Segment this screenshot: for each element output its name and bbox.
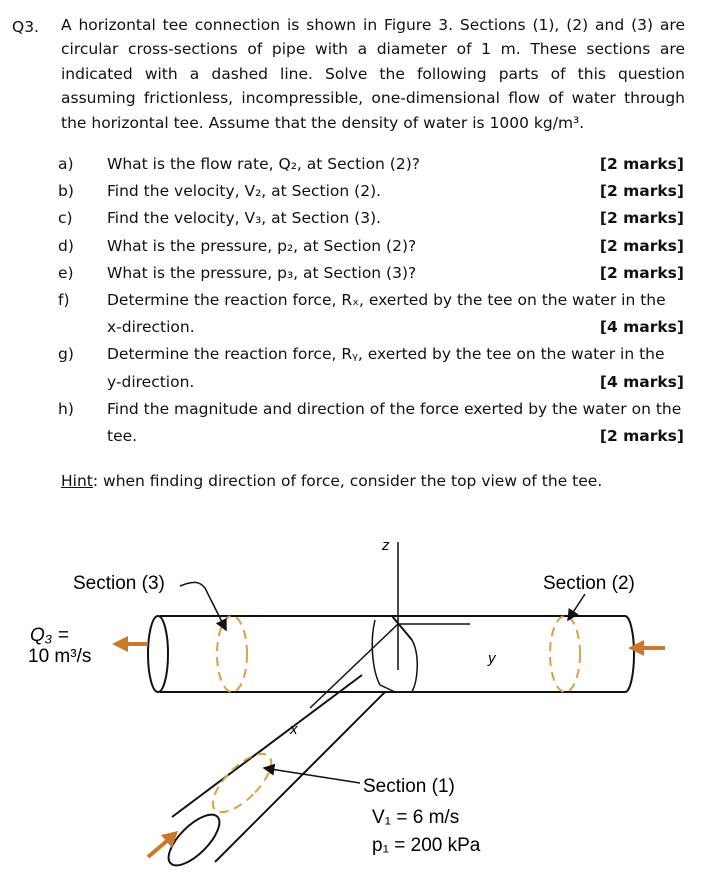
- part-text-cont: y-direction.: [107, 372, 195, 391]
- axis-z-label: z: [382, 537, 390, 554]
- part-h: [0, 398, 701, 425]
- part-text-cont: x-direction.: [107, 318, 195, 337]
- part-marks: [2 marks]: [599, 209, 684, 228]
- part-h-cont: [0, 425, 701, 452]
- x-axis: [310, 624, 398, 708]
- part-label: b): [58, 182, 74, 201]
- tee-figure: [0, 520, 701, 886]
- part-f: [0, 289, 701, 316]
- axis-y-label: y: [488, 650, 496, 667]
- section-2-dash: [550, 616, 580, 692]
- axes: [310, 542, 470, 708]
- part-d: [0, 235, 701, 262]
- part-f-cont: [0, 316, 701, 343]
- p1-value: p₁ = 200 kPa: [372, 835, 481, 856]
- part-a: [0, 153, 701, 180]
- section-2-label: Section (2): [543, 573, 635, 594]
- part-text-cont: tee.: [107, 426, 138, 445]
- q3-value: 10 m³/s: [28, 646, 92, 667]
- section-1-dash: [204, 745, 280, 821]
- part-marks: [2 marks]: [599, 155, 684, 173]
- part-g-cont: [0, 371, 701, 398]
- part-text: What is the pressure, p₂, at Section (2)?: [107, 236, 417, 255]
- section-1-leader: [264, 768, 360, 783]
- part-label: h): [58, 399, 74, 418]
- part-marks: [4 marks]: [599, 372, 684, 391]
- v1-value: V₁ = 6 m/s: [372, 807, 460, 828]
- part-marks: [2 marks]: [599, 182, 684, 201]
- section-3-leader: [180, 582, 226, 630]
- part-b: [0, 180, 701, 207]
- part-c: [0, 207, 701, 234]
- question-parts: [0, 153, 701, 452]
- section-3-label: Section (3): [73, 573, 165, 594]
- outflow-arrow-3: [112, 636, 148, 652]
- part-text: Determine the reaction force, Rᵧ, exerted by the tee on the water in the: [107, 345, 665, 364]
- part-text: Determine the reaction force, Rₓ, exerted by the tee on the water in the: [107, 290, 666, 309]
- part-e: [0, 262, 701, 289]
- part-marks: [2 marks]: [599, 236, 684, 255]
- part-text: Find the velocity, V₂, at Section (2).: [107, 182, 382, 201]
- question-number: Q3.: [12, 18, 39, 36]
- junction-lines: [372, 620, 417, 692]
- part-g: [0, 343, 701, 370]
- part-marks: [4 marks]: [599, 318, 684, 337]
- part-text: What is the pressure, p₃, at Section (3)?: [107, 263, 417, 282]
- hint-label: Hint: [61, 472, 93, 490]
- part-label: f): [58, 290, 70, 309]
- part-label: d): [58, 236, 74, 255]
- question-text: A horizontal tee connection is shown in Figure 3. Sections (1), (2) and (3) are circular cross-sections of pipe with a diameter of 1 m. These sections are indicated with a dashed line. Solve the following parts of this question assuming frictionless, incompressible, one-dimensional flow of water through the horizontal tee. Assume that the density of water is 1000 kg/m³.: [61, 16, 685, 132]
- hint-text: : when finding direction of force, consider the top view of the tee.: [92, 472, 603, 490]
- section-3-dash: [217, 616, 247, 692]
- part-marks: [2 marks]: [599, 263, 684, 282]
- part-label: a): [58, 155, 74, 173]
- q3-label: Q₃ =: [30, 625, 69, 646]
- part-text: What is the flow rate, Q₂, at Section (2)?: [107, 155, 420, 173]
- hint: [61, 472, 602, 490]
- axis-x-label: x: [290, 721, 298, 738]
- section-1-label: Section (1): [363, 776, 455, 797]
- part-marks: [2 marks]: [599, 426, 684, 445]
- part-text: Find the velocity, V₃, at Section (3).: [107, 209, 382, 228]
- part-label: e): [58, 263, 74, 282]
- part-label: c): [58, 209, 73, 228]
- part-text: Find the magnitude and direction of the force exerted by the water on the: [107, 399, 682, 418]
- part-label: g): [58, 345, 74, 364]
